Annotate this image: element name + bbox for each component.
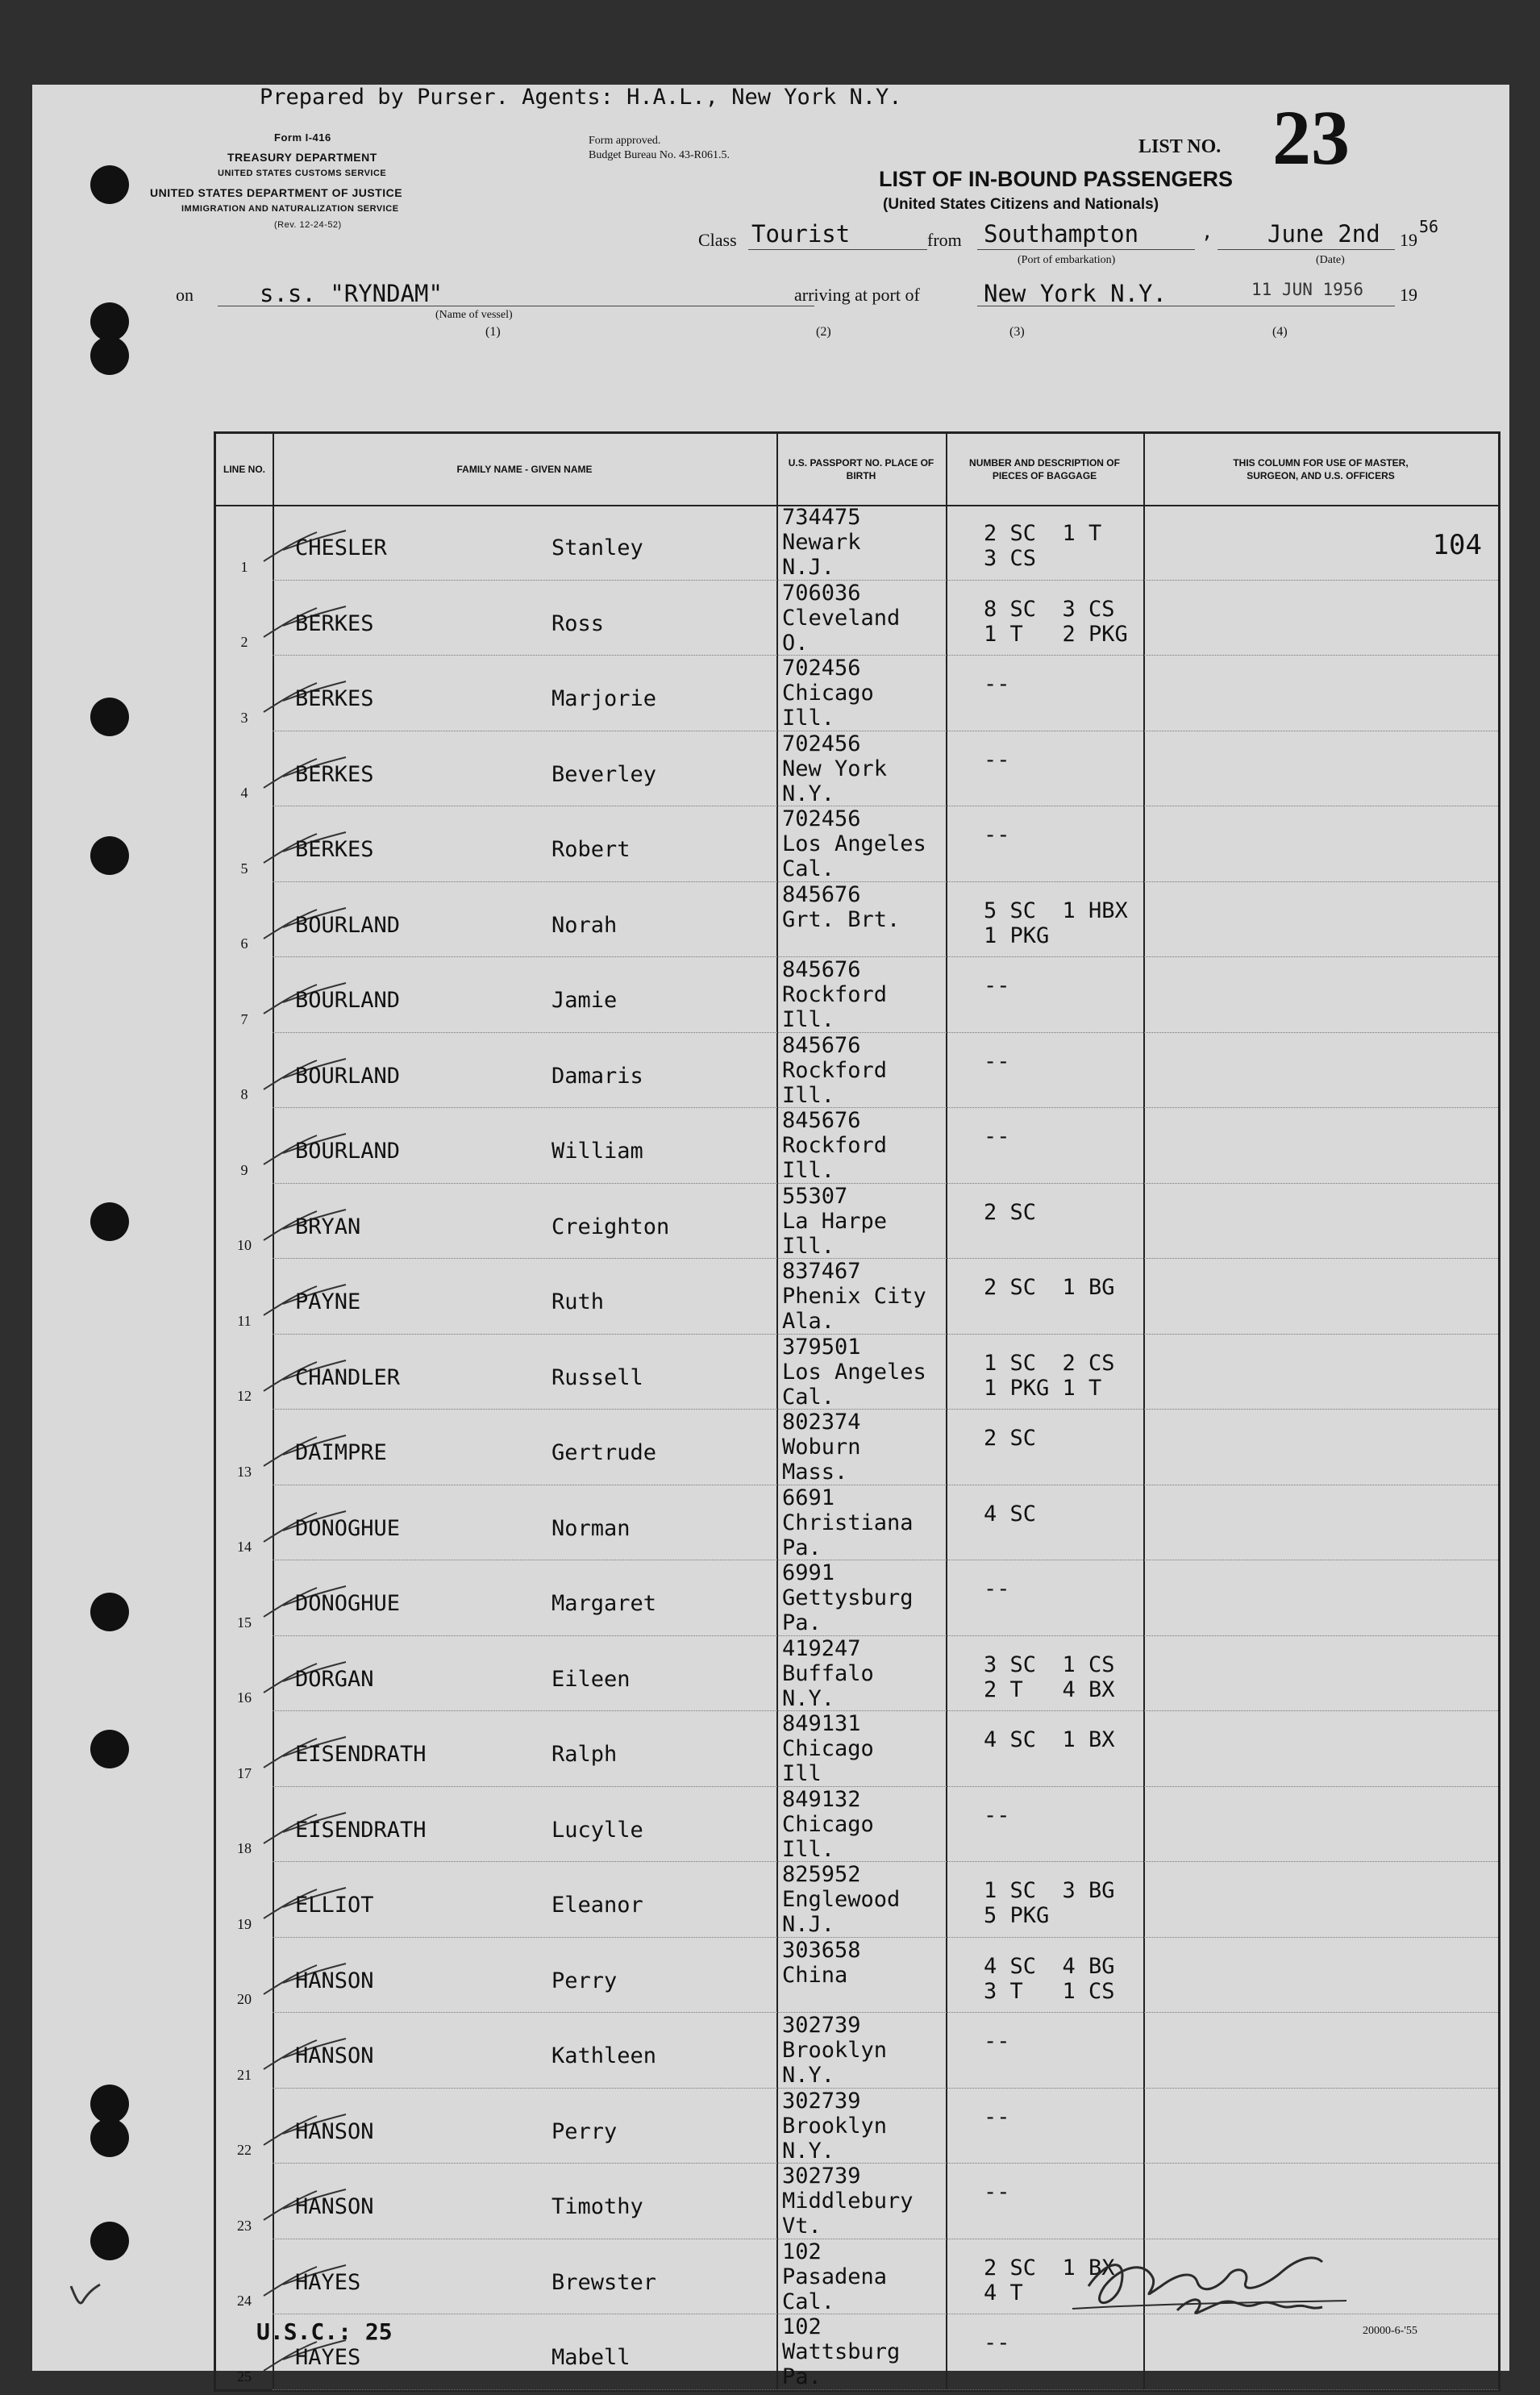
baggage-description: -- <box>984 1124 1010 1149</box>
birthplace-state: N.Y. <box>782 2063 835 2088</box>
passport-and-birthplace <box>782 1485 914 1560</box>
birthplace-city: La Harpe <box>782 1208 888 1234</box>
family-name: HANSON <box>295 2118 374 2144</box>
treasury-department: TREASURY DEPARTMENT <box>227 151 377 164</box>
passenger-row <box>216 1636 1498 1712</box>
immigration-service: IMMIGRATION AND NATURALIZATION SERVICE <box>181 204 399 214</box>
passenger-row <box>216 656 1498 731</box>
passport-and-birthplace <box>782 1711 874 1786</box>
given-name: Kathleen <box>551 2043 657 2068</box>
passport-and-birthplace <box>782 1410 861 1485</box>
punch-hole <box>90 1730 129 1768</box>
line-number: 18 <box>237 1840 252 1856</box>
form-approved: Form approved. <box>589 135 661 147</box>
baggage-description: 2 SC 1 BG <box>984 1275 1115 1300</box>
passenger-row <box>216 1711 1498 1787</box>
header-baggage: NUMBER AND DESCRIPTION OF PIECES OF BAGGAGE <box>969 456 1120 481</box>
passport-number: 702456 <box>782 731 861 756</box>
passenger-row <box>216 1485 1498 1561</box>
baggage-description: 2 SC 1 T 3 CS <box>984 521 1102 571</box>
line-number: 16 <box>237 1689 252 1706</box>
column-number-4: (4) <box>1272 325 1288 339</box>
birthplace-city: Grt. Brt. <box>782 906 901 932</box>
from-label: from <box>927 230 962 250</box>
given-name: Lucylle <box>551 1817 643 1843</box>
given-name: William <box>551 1139 643 1164</box>
passport-number: 845676 <box>782 1108 861 1133</box>
birthplace-state: Cal. <box>782 2289 835 2314</box>
header-passport: U.S. PASSPORT NO. PLACE OF BIRTH <box>788 456 934 481</box>
arrival-date-stamp: 11 JUN 1956 <box>1251 280 1364 299</box>
passport-and-birthplace <box>782 1259 926 1334</box>
baggage-description: -- <box>984 2029 1010 2054</box>
birthplace-city: Newark <box>782 530 861 555</box>
passenger-row <box>216 1335 1498 1410</box>
passport-number: 379501 <box>782 1334 861 1360</box>
passenger-table <box>214 431 1500 2392</box>
passenger-row <box>216 1410 1498 1485</box>
passenger-row <box>216 957 1498 1033</box>
given-name: Eleanor <box>551 1893 643 1918</box>
punch-hole <box>90 698 129 736</box>
family-name: BOURLAND <box>295 988 401 1013</box>
birthplace-state: Pa. <box>782 1535 822 1560</box>
given-name: Stanley <box>551 535 643 560</box>
arriving-label: arriving at port of <box>794 285 920 305</box>
birthplace-state: N.Y. <box>782 1685 835 1711</box>
passenger-row <box>216 505 1498 581</box>
list-title: LIST OF IN-BOUND PASSENGERS <box>879 167 1234 191</box>
baggage-description: 2 SC <box>984 1426 1037 1451</box>
baggage-description: 1 SC 3 BG 5 PKG <box>984 1878 1115 1928</box>
passport-and-birthplace <box>782 656 874 731</box>
family-name: BOURLAND <box>295 1139 401 1164</box>
passport-number: 849132 <box>782 1786 861 1812</box>
passport-and-birthplace <box>782 2164 914 2239</box>
birthplace-state: Ill. <box>782 706 835 731</box>
birthplace-state: N.J. <box>782 1912 835 1937</box>
passport-and-birthplace <box>782 882 900 932</box>
punch-hole <box>90 165 129 204</box>
birthplace-state: Ill. <box>782 1233 835 1259</box>
vessel-caption: (Name of vessel) <box>435 309 513 321</box>
passport-and-birthplace <box>782 1033 887 1108</box>
family-name: HANSON <box>295 2043 374 2068</box>
line-number: 7 <box>240 1010 248 1027</box>
punch-hole <box>90 1202 129 1241</box>
vessel-name: s.s. "RYNDAM" <box>260 280 443 307</box>
passport-number: 845676 <box>782 881 861 907</box>
punch-hole <box>90 1593 129 1631</box>
family-name: DAIMPRE <box>295 1440 387 1465</box>
passenger-row <box>216 806 1498 882</box>
date-comma: , <box>1201 220 1213 243</box>
date-underline <box>1217 249 1395 250</box>
birthplace-city: Gettysburg <box>782 1585 914 1610</box>
family-name: DONOGHUE <box>295 1515 401 1541</box>
passport-number: 302739 <box>782 2088 861 2114</box>
given-name: Mabell <box>551 2345 631 2370</box>
birthplace-city: New York <box>782 756 888 781</box>
passenger-row <box>216 1259 1498 1335</box>
baggage-description: -- <box>984 1802 1010 1828</box>
passenger-row <box>216 2013 1498 2089</box>
baggage-description: 2 SC <box>984 1199 1037 1225</box>
class-label: Class <box>698 230 737 250</box>
baggage-description: -- <box>984 823 1010 848</box>
given-name: Brewster <box>551 2269 657 2295</box>
passport-number: 734475 <box>782 505 861 530</box>
passport-number: 702456 <box>782 656 861 681</box>
print-code: 20000-6-'55 <box>1363 2325 1417 2337</box>
passport-number: 102 <box>782 2239 822 2264</box>
birthplace-city: Wattsburg <box>782 2339 901 2364</box>
birthplace-state: Ill. <box>782 1836 835 1862</box>
line-number: 11 <box>237 1312 252 1329</box>
passport-and-birthplace <box>782 505 861 580</box>
line-number: 25 <box>237 2368 252 2385</box>
manifest-sheet <box>32 85 1509 2389</box>
year-suffix: 56 <box>1419 217 1439 236</box>
line-number: 15 <box>237 1614 252 1631</box>
passenger-row <box>216 2164 1498 2239</box>
line-number: 10 <box>237 1237 252 1253</box>
punch-hole <box>90 2118 129 2157</box>
baggage-description: 3 SC 1 CS 2 T 4 BX <box>984 1652 1115 1702</box>
given-name: Russell <box>551 1364 643 1390</box>
revision: (Rev. 12-24-52) <box>274 220 342 230</box>
passenger-row <box>216 1033 1498 1109</box>
passport-number: 6691 <box>782 1485 835 1510</box>
passenger-row <box>216 731 1498 807</box>
given-name: Ralph <box>551 1742 618 1767</box>
baggage-description: 4 SC <box>984 1501 1037 1527</box>
column-number-3: (3) <box>1009 325 1025 339</box>
family-name: BERKES <box>295 761 374 787</box>
baggage-description: -- <box>984 2104 1010 2130</box>
birthplace-city: Cleveland <box>782 605 901 631</box>
family-name: HANSON <box>295 1968 374 1993</box>
birthplace-city: Phenix City <box>782 1284 926 1309</box>
line-number: 8 <box>240 1086 248 1102</box>
given-name: Damaris <box>551 1063 643 1089</box>
given-name: Eileen <box>551 1666 631 1692</box>
passenger-row <box>216 1787 1498 1863</box>
passport-and-birthplace <box>782 1938 861 1988</box>
family-name: DONOGHUE <box>295 1591 401 1616</box>
family-name: CHANDLER <box>295 1364 401 1390</box>
passenger-row <box>216 2089 1498 2164</box>
family-name: BRYAN <box>295 1214 361 1239</box>
birthplace-city: Los Angeles <box>782 831 926 856</box>
passenger-row <box>216 1560 1498 1636</box>
on-label: on <box>176 285 194 305</box>
line-number: 22 <box>237 2142 252 2158</box>
line-number: 5 <box>240 860 248 877</box>
line-number: 12 <box>237 1388 252 1404</box>
birthplace-state: Vt. <box>782 2214 822 2239</box>
column-number-2: (2) <box>816 325 831 339</box>
passport-number: 849131 <box>782 1711 861 1736</box>
margin-check-mark <box>65 2278 105 2310</box>
class-underline <box>748 249 927 250</box>
passport-and-birthplace <box>782 731 887 806</box>
punch-hole <box>90 2085 129 2123</box>
passport-number: 302739 <box>782 2013 861 2038</box>
passenger-row <box>216 1184 1498 1260</box>
baggage-description: -- <box>984 973 1010 998</box>
birthplace-city: Chicago <box>782 681 874 706</box>
given-name: Beverley <box>551 761 657 787</box>
given-name: Timothy <box>551 2194 643 2219</box>
birthplace-state: Cal. <box>782 856 835 881</box>
birthplace-state: Pa. <box>782 1610 822 1635</box>
given-name: Ruth <box>551 1289 605 1314</box>
year-prefix: 19 <box>1400 230 1417 250</box>
birthplace-city: Buffalo <box>782 1660 874 1686</box>
given-name: Robert <box>551 837 631 862</box>
birthplace-state: Ill. <box>782 1082 835 1108</box>
passenger-row <box>216 1938 1498 2014</box>
family-name: ELLIOT <box>295 1893 374 1918</box>
family-name: PAYNE <box>295 1289 361 1314</box>
passenger-row <box>216 2314 1498 2390</box>
list-number: 23 <box>1272 94 1350 181</box>
line-number: 17 <box>237 1764 252 1781</box>
baggage-description: 1 SC 2 CS 1 PKG 1 T <box>984 1350 1115 1401</box>
port-underline <box>977 249 1195 250</box>
given-name: Norman <box>551 1515 631 1541</box>
birthplace-state: Ill. <box>782 1158 835 1183</box>
family-name: BERKES <box>295 610 374 636</box>
line-number: 23 <box>237 2217 252 2234</box>
family-name: DORGAN <box>295 1666 374 1692</box>
line-number: 3 <box>240 709 248 726</box>
birthplace-state: N.Y. <box>782 2138 835 2164</box>
line-number: 21 <box>237 2066 252 2083</box>
given-name: Perry <box>551 1968 618 1993</box>
passport-number: 845676 <box>782 1032 861 1058</box>
family-name: BOURLAND <box>295 1063 401 1089</box>
birthplace-city: Chicago <box>782 1811 874 1837</box>
given-name: Gertrude <box>551 1440 657 1465</box>
family-name: CHESLER <box>295 535 387 560</box>
birthplace-city: Rockford <box>782 1057 888 1083</box>
baggage-description: -- <box>984 1048 1010 1074</box>
passport-and-birthplace <box>782 1636 874 1711</box>
line-number: 9 <box>240 1161 248 1178</box>
birthplace-city: Woburn <box>782 1435 861 1460</box>
birthplace-city: Rockford <box>782 1133 888 1158</box>
family-name: HAYES <box>295 2345 361 2370</box>
passport-number: 702456 <box>782 806 861 831</box>
passport-number: 419247 <box>782 1635 861 1661</box>
birthplace-city: Englewood <box>782 1887 901 1912</box>
family-name: BERKES <box>295 837 374 862</box>
department-of-justice: UNITED STATES DEPARTMENT OF JUSTICE <box>150 186 403 199</box>
punch-hole <box>90 2222 129 2260</box>
baggage-description: -- <box>984 672 1010 697</box>
birthplace-state: Mass. <box>782 1460 848 1485</box>
given-name: Ross <box>551 610 605 636</box>
birthplace-state: Pa. <box>782 2364 822 2389</box>
passenger-row <box>216 581 1498 656</box>
prepared-by: Prepared by Purser. Agents: H.A.L., New York N.Y. <box>260 85 902 110</box>
birthplace-city: Pasadena <box>782 2264 888 2289</box>
family-name: BOURLAND <box>295 912 401 938</box>
passenger-row <box>216 882 1498 958</box>
birthplace-city: Los Angeles <box>782 1359 926 1385</box>
passenger-row <box>216 1862 1498 1938</box>
class-value: Tourist <box>751 220 851 248</box>
passport-and-birthplace <box>782 1862 900 1937</box>
form-number: Form I-416 <box>274 131 331 144</box>
passport-number: 303658 <box>782 1937 861 1963</box>
baggage-description: -- <box>984 2180 1010 2205</box>
birthplace-city: Brooklyn <box>782 2113 888 2139</box>
officer-signature <box>1056 2230 1395 2318</box>
birthplace-city: Chicago <box>782 1736 874 1761</box>
passport-and-birthplace <box>782 2314 900 2389</box>
customs-service: UNITED STATES CUSTOMS SERVICE <box>218 169 387 178</box>
birthplace-state: Ill <box>782 1761 822 1786</box>
punch-hole <box>90 336 129 375</box>
line-number: 13 <box>237 1463 252 1480</box>
arrival-year: 19 <box>1400 285 1417 305</box>
usc-count: U.S.C.: 25 <box>256 2318 393 2345</box>
family-name: HAYES <box>295 2269 361 2295</box>
passport-number: 706036 <box>782 580 861 606</box>
passport-number: 802374 <box>782 1410 861 1435</box>
given-name: Perry <box>551 2118 618 2144</box>
date-caption: (Date) <box>1316 254 1345 266</box>
birthplace-state: Ala. <box>782 1309 835 1334</box>
port-caption: (Port of embarkation) <box>1018 254 1116 266</box>
line-number: 19 <box>237 1915 252 1932</box>
baggage-description: -- <box>984 747 1010 773</box>
header-name: FAMILY NAME - GIVEN NAME <box>456 463 593 475</box>
family-name: EISENDRATH <box>295 1817 427 1843</box>
baggage-description: 8 SC 3 CS 1 T 2 PKG <box>984 596 1128 647</box>
port-of-embarkation: Southampton <box>984 220 1139 248</box>
arrival-port: New York N.Y. <box>984 280 1167 307</box>
passport-and-birthplace <box>782 1335 926 1410</box>
passport-number: 837467 <box>782 1259 861 1284</box>
date-value: June 2nd <box>1267 220 1380 248</box>
passport-number: 825952 <box>782 1862 861 1887</box>
given-name: Norah <box>551 912 618 938</box>
baggage-description: 4 SC 4 BG 3 T 1 CS <box>984 1953 1115 2004</box>
passport-and-birthplace <box>782 1108 887 1183</box>
punch-hole <box>90 302 129 341</box>
line-number: 24 <box>237 2293 252 2309</box>
given-name: Marjorie <box>551 686 657 711</box>
baggage-description: -- <box>984 2330 1010 2355</box>
passport-and-birthplace <box>782 1787 874 1862</box>
line-number: 6 <box>240 935 248 952</box>
passport-and-birthplace <box>782 806 926 881</box>
officer-remark: 104 <box>1432 529 1482 561</box>
line-number: 4 <box>240 785 248 801</box>
passport-number: 102 <box>782 2314 822 2339</box>
birthplace-state: N.Y. <box>782 781 835 806</box>
passport-and-birthplace <box>782 2089 887 2164</box>
list-subtitle: (United States Citizens and Nationals) <box>883 196 1159 213</box>
birthplace-state: Ill. <box>782 1007 835 1032</box>
header-officers: THIS COLUMN FOR USE OF MASTER, SURGEON, AND U.S. OFFICERS <box>1233 456 1409 481</box>
line-number: 1 <box>240 558 248 575</box>
passenger-row <box>216 1108 1498 1184</box>
baggage-description: 2 SC 1 BX 4 T <box>984 2255 1115 2305</box>
passport-and-birthplace <box>782 2239 887 2314</box>
family-name: BERKES <box>295 686 374 711</box>
birthplace-city: Christiana <box>782 1510 914 1535</box>
birthplace-city: Rockford <box>782 982 888 1007</box>
birthplace-state: O. <box>782 630 809 656</box>
birthplace-city: Brooklyn <box>782 2038 888 2063</box>
family-name: EISENDRATH <box>295 1742 427 1767</box>
birthplace-city: China <box>782 1962 848 1988</box>
baggage-description: -- <box>984 1577 1010 1602</box>
family-name: HANSON <box>295 2194 374 2219</box>
given-name: Jamie <box>551 988 618 1013</box>
baggage-description: 4 SC 1 BX <box>984 1727 1115 1752</box>
list-number-label: LIST NO. <box>1138 136 1222 157</box>
birthplace-state: Cal. <box>782 1384 835 1410</box>
baggage-description: 5 SC 1 HBX 1 PKG <box>984 898 1128 948</box>
given-name: Margaret <box>551 1591 657 1616</box>
passport-and-birthplace <box>782 581 900 656</box>
passport-number: 845676 <box>782 957 861 982</box>
passport-and-birthplace <box>782 957 887 1032</box>
line-number: 20 <box>237 1991 252 2007</box>
passport-number: 55307 <box>782 1183 848 1209</box>
line-number: 14 <box>237 1539 252 1555</box>
passport-and-birthplace <box>782 1184 887 1259</box>
passport-and-birthplace <box>782 1560 914 1635</box>
line-number: 2 <box>240 634 248 650</box>
punch-hole <box>90 836 129 875</box>
birthplace-city: Middlebury <box>782 2189 914 2214</box>
passport-number: 6991 <box>782 1560 835 1585</box>
passport-and-birthplace <box>782 2013 887 2088</box>
birthplace-state: N.J. <box>782 555 835 580</box>
given-name: Creighton <box>551 1214 670 1239</box>
passport-number: 302739 <box>782 2164 861 2189</box>
budget-bureau: Budget Bureau No. 43-R061.5. <box>589 149 730 161</box>
column-number-1: (1) <box>485 325 501 339</box>
header-line-no: LINE NO. <box>223 463 265 475</box>
